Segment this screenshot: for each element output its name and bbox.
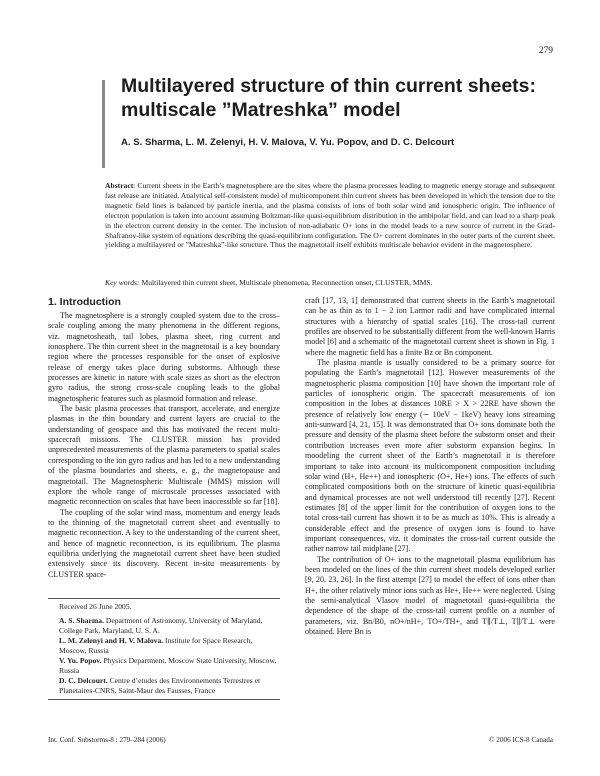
abstract-text: : Current sheets in the Earth’s magnetosphere are the sites where the plasma processes leading to magnetic energy storage and subsequent fast release are initiated. Analytical self-consistent model of multicomponent thin current sheets has been developed in which the tension due to the magnetic field lines is balanced by particle inertia, and the plasma consists of ions of both solar wind and ionospheric origin. The influence of electron population is taken into account assuming Boltzman-like quasi-equilibrium distribution in the ambipolar field, and can lead to a sharp peak in the electron current density in the center. The inclusion of non-adiabatic O+ ions in the model leads to a new source of current in the Grad-Shafranov-like system of equations describing the quasi-equilibrium configuration. The O+ current dominates in the outer parts of the current sheet, yielding a multilayered or ”Matreshka”-like structure. Thus the magnetotail itself exhibits multiscale behavior evident in the magnetosphere. bbox=[105, 181, 555, 250]
keywords-label: Key words: bbox=[105, 278, 140, 287]
keywords-text: Multilayered thin current sheet, Multiscale phenomena, Reconnection onset, CLUSTER, MMS. bbox=[141, 278, 433, 287]
paragraph: The plasma mantle is usually considered to be a primary source for populating the Earth’s magnetotail [12]. However measurements of the magnetospheric plasma composition [10] have shown the important role of particles of ionospheric origin. The spacecraft measurements of ion composition in the lobes at distances 10RE > X > 22RE have shown the presence of relatively low energy (∼ 10eV − 1keV) heavy ions streaming anti-sunward [4, 21, 15]. It was demonstrated that O+ ions dominate both the pressure and density of the plasma sheet before the substorm onset and their contribution increases even more after substorm expansion begins. In moodeling the current sheet of the Earth’s magnetotail it is therefore important to take into account its multicomponent composition including solar wind (H+, He++) and ionospheric (O+, He+) ions. The effects of such complicated compositions both on the structure of kinetic quasi-equilibria and dynamical processes are not well understood till recently [27]. Recent estimates [8] of the upper limit for the contribution of oxygen ions to the total cross-tail current has shown it to be as much as 10%. This is already a considerable effect and the presence of oxygen ions is found to have important consequences, viz. it dominates the cross-tail current outside the rather narrow tail midplane [27]. bbox=[305, 358, 555, 554]
keywords bbox=[105, 278, 555, 288]
paragraph: The magnetosphere is a strongly coupled system due to the cross–scale coupling among the many phenomena in the different regions, viz. magnetosheath, tail lobes, plasma sheet, ring current and ionosphere. The thin current sheet in the magnetotail is a key boundary region where the processes responsible for the onset of explosive release of energy takes place during substorms. Although these processes are kinetic in nature with scale sizes as short as the electron gyro radius, the strong cross-scale coupling leads to the global magnetospheric features such as plasmoid formation and release. bbox=[48, 311, 280, 403]
author-list: A. S. Sharma, L. M. Zelenyi, H. V. Malova, V. Yu. Popov, and D. C. Delcourt bbox=[121, 137, 455, 148]
affiliation-text: Department of Astronomy, University of Maryland, College Park, Maryland, U. S. A. bbox=[59, 616, 263, 635]
affiliation-name: V. Yu. Popov. bbox=[59, 656, 102, 665]
affiliation-name: D. C. Delcourt. bbox=[59, 676, 108, 685]
footer-citation: Int. Conf. Substorms-8 : 279–284 (2006) bbox=[48, 736, 166, 744]
paragraph: The coupling of the solar wind mass, momentum and energy leads to the thinning of the magnetotail current sheet and eventually to magnetic reconnection. A key to the understanding of the current sheet, and hence of magnetic reconnection, is its equilibrium. The plasma equilibria underlying the magnetotail current sheet have been studied extensively since its discovery. Recent in-situ measurements by CLUSTER space- bbox=[48, 507, 280, 579]
affiliations bbox=[59, 616, 281, 696]
affiliation-name: L. M. Zelenyi and H. V. Malova. bbox=[59, 636, 164, 645]
affiliation-text: Physics Department, Moscow State University, Moscow, Russia bbox=[59, 656, 277, 675]
footer-copyright: © 2006 ICS-8 Canada bbox=[489, 736, 553, 744]
footnote-rule-top bbox=[48, 598, 280, 599]
affiliation-text: Centre d’etudes des Environnements Terrestres et Planetaires-CNRS, Saint-Maur des Fausses, France bbox=[59, 676, 261, 695]
affiliation-name: A. S. Sharma. bbox=[59, 616, 104, 625]
section-heading-introduction: 1. Introduction bbox=[48, 296, 121, 308]
abstract-label: Abstract bbox=[105, 181, 134, 190]
received-date: Received 26 June 2005. bbox=[59, 602, 132, 611]
affiliation bbox=[59, 636, 281, 656]
paragraph: The contribution of O+ ions to the magnetotail plasma equilibrium has been modeled on the lines of the thin current sheet models developed earlier [9, 20, 23, 26]. In the first attempt [27] to model the effect of ions other than H+, the other relatively minor ions such as He+, He++ were neglected. Using the semi-analytical Vlasov model of magnetotail quasi-equilibria the dependence of the shape of the cross-tail current profile on a number of parameters, viz. Bn/B0, nO+/nH+, TO+/TH+, and T∥/T⊥, T∥/T⊥ were obtained. Here Bn is bbox=[305, 554, 555, 636]
affiliation bbox=[59, 616, 281, 636]
paragraph: The basic plasma processes that transport, accelerate, and energize plasmas in the thin boundary and current layers are crucial to the understanding of geospace and this has motivated the recent multi-spacecraft missions. The CLUSTER mission has provided unprecedented measurements of the plasma parameters to spatial scales corresponding to the ion gyro radius and has led to a new understanding of the plasma boundaries and sheets, e. g., the magnetopause and magnetotail. The Magnetospheric Multiscale (MMS) mission will explore the whole range of microscale processes associated with magnetic reconnection on scales that have been inaccessible so far [18]. bbox=[48, 404, 280, 507]
page-number: 279 bbox=[538, 46, 553, 56]
affiliation-text: Institute for Space Research, Moscow, Russia bbox=[59, 636, 253, 655]
abstract bbox=[105, 181, 555, 250]
footnote-rule-bottom bbox=[48, 699, 280, 700]
paragraph: craft [17, 13, 1] demonstrated that current sheets in the Earth’s magnetotail can be as thin as to 1 − 2 ion Larmor radii and have complicated internal structures with a hierarchy of spatial scales [16]. The cross-tail current profiles are observed to be substantially different from the well-known Harris model [6] and a schematic of the magnetotail current sheet is shown in Fig. 1 where the magnetic field has a finite Bz or Bn component. bbox=[305, 296, 555, 357]
affiliation bbox=[59, 676, 281, 696]
left-column bbox=[48, 311, 280, 580]
affiliation bbox=[59, 656, 281, 676]
right-column bbox=[305, 296, 555, 637]
title-side-rule bbox=[102, 80, 105, 168]
paper-title: Multilayered structure of thin current sheets: multiscale ”Matreshka” model bbox=[121, 75, 536, 121]
